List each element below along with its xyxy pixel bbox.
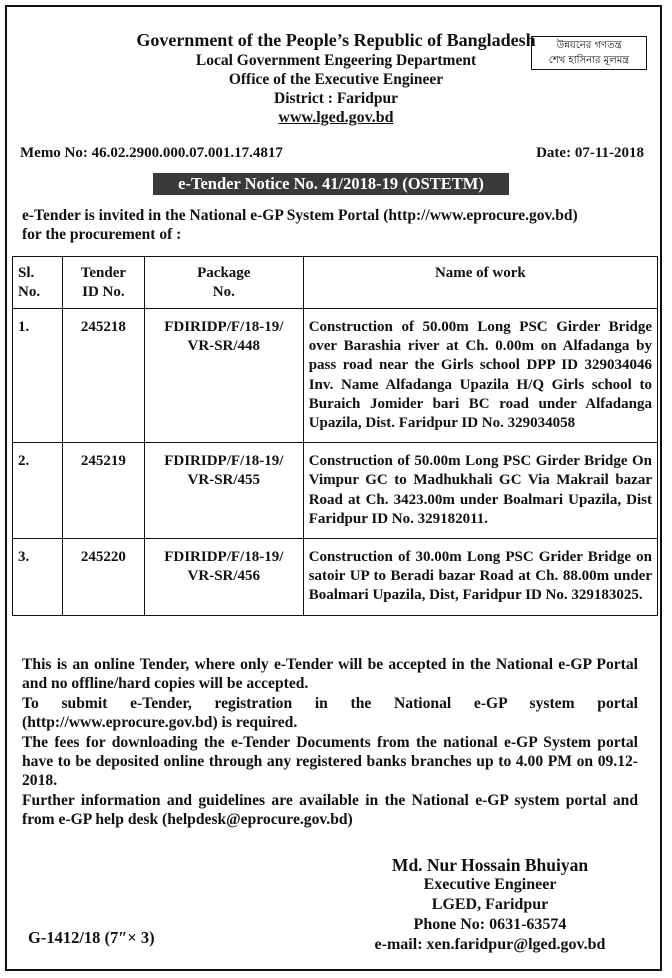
row-work: Construction of 30.00m Long PSC Grider Bridge on satoir UP to Beradi bazar Road at Ch. 88.00m under Boalmari Upazila, Dist, Faridpur ID No. 329183025.: [303, 539, 657, 616]
table-header-row: [13, 257, 658, 309]
note-further-info: Further information and guidelines are available in the National e-GP system portal and from e-GP help desk (helpdesk@eprocure.gov.bd): [22, 791, 638, 829]
stamp-line-1: উন্নয়নের গণতন্ত্র: [556, 40, 622, 51]
header-department: Local Government Engeering Department: [195, 52, 477, 69]
intro-line-2: for the procurement of :: [22, 226, 182, 243]
row-sl: 3.: [13, 539, 63, 616]
intro-line-1: e-Tender is invited in the National e-GP System Portal (http://www.eprocure.gov.bd): [22, 207, 578, 224]
col-sl-line-2: No.: [18, 284, 41, 300]
signatory-phone: Phone No: 0631-63574: [413, 916, 567, 933]
col-package-line-1: Package: [197, 265, 251, 281]
intro-text: [22, 206, 652, 244]
tender-notice-banner: e-Tender Notice No. 41/2018-19 (OSTETM): [153, 173, 509, 195]
tender-table: [12, 256, 658, 616]
note-fees: The fees for downloading the e-Tender Documents from the national e-GP System portal have to be deposited online through any registered banks branches up to 4.00 PM on 09.12-2018.: [22, 733, 638, 790]
memo-number: Memo No: 46.02.2900.000.07.001.17.4817: [20, 145, 283, 161]
header-office: Office of the Executive Engineer: [228, 71, 444, 88]
table-row: [13, 443, 658, 539]
col-sl-line-1: Sl.: [18, 265, 35, 281]
row-package-line-1: FDIRIDP/F/18-19/: [164, 549, 284, 566]
col-tender-line-1: Tender: [80, 265, 127, 281]
row-work: Construction of 50.00m Long PSC Girder Bridge over Barashia river at Ch. 0.00m on Alfadanga by pass road near the Girls school DPP ID 329034046 Inv. Name Alfadanga Upazila H/Q Girls school to Buraich Jomider bari BC road under Alfadanga Upazila, Dist. Faridpur ID No. 329034058: [303, 309, 657, 443]
note-online-tender: This is an online Tender, where only e-Tender will be accepted in the National e-GP Portal and no offline/hard copies will be accepted.: [22, 656, 638, 693]
col-package: [144, 257, 303, 309]
col-sl: [13, 257, 63, 309]
row-tender-id: 245218: [62, 309, 144, 443]
row-package: [144, 443, 303, 539]
row-package-line-1: FDIRIDP/F/18-19/: [164, 319, 284, 335]
header-government: Government of the People’s Republic of Bangladesh: [136, 30, 536, 50]
row-package: [144, 539, 303, 616]
row-work: Construction of 50.00m Long PSC Girder Bridge On Vimpur GC to Madhukhali GC Via Makrail bazar Road at Ch. 3423.00m under Boalmari Upazila, Dist Faridpur ID No. 329182011.: [303, 443, 657, 539]
row-package: [144, 309, 303, 443]
slogan-stamp: [531, 36, 647, 70]
row-sl: 2.: [13, 443, 63, 539]
table-row: [13, 309, 658, 443]
col-work-label: Name of work: [434, 265, 526, 281]
memo-date: Date: 07-11-2018: [536, 145, 644, 161]
note-registration: To submit e-Tender, registration in the National e-GP system portal (http://www.eprocure.gov.bd) is required.: [22, 694, 638, 732]
row-package-line-2: VR-SR/456: [187, 568, 261, 585]
signatory-office: LGED, Faridpur: [431, 896, 549, 913]
stamp-line-2: শেখ হাসিনার মূলমন্ত্র: [548, 55, 630, 66]
row-tender-id: 245219: [62, 443, 144, 539]
col-tender-id: [62, 257, 144, 309]
row-package-line-2: VR-SR/455: [187, 472, 261, 489]
col-work: [303, 257, 657, 309]
row-package-line-1: FDIRIDP/F/18-19/: [164, 453, 284, 470]
signature-block: [330, 855, 650, 955]
row-sl: 1.: [13, 309, 63, 443]
signatory-title: Executive Engineer: [423, 876, 557, 893]
signatory-email: e-mail: xen.faridpur@lged.gov.bd: [374, 936, 606, 953]
row-package-line-2: VR-SR/448: [187, 338, 261, 355]
col-package-line-2: No.: [212, 284, 235, 300]
header-district: District : Faridpur: [274, 90, 398, 107]
col-tender-line-2: ID No.: [82, 284, 125, 300]
signatory-name: Md. Nur Hossain Bhuiyan: [391, 855, 589, 875]
ad-reference: G-1412/18 (7″× 3): [28, 928, 155, 947]
tender-instructions: [22, 655, 638, 830]
row-tender-id: 245220: [62, 539, 144, 616]
header-website-link[interactable]: www.lged.gov.bd: [278, 109, 394, 126]
table-row: [13, 539, 658, 616]
